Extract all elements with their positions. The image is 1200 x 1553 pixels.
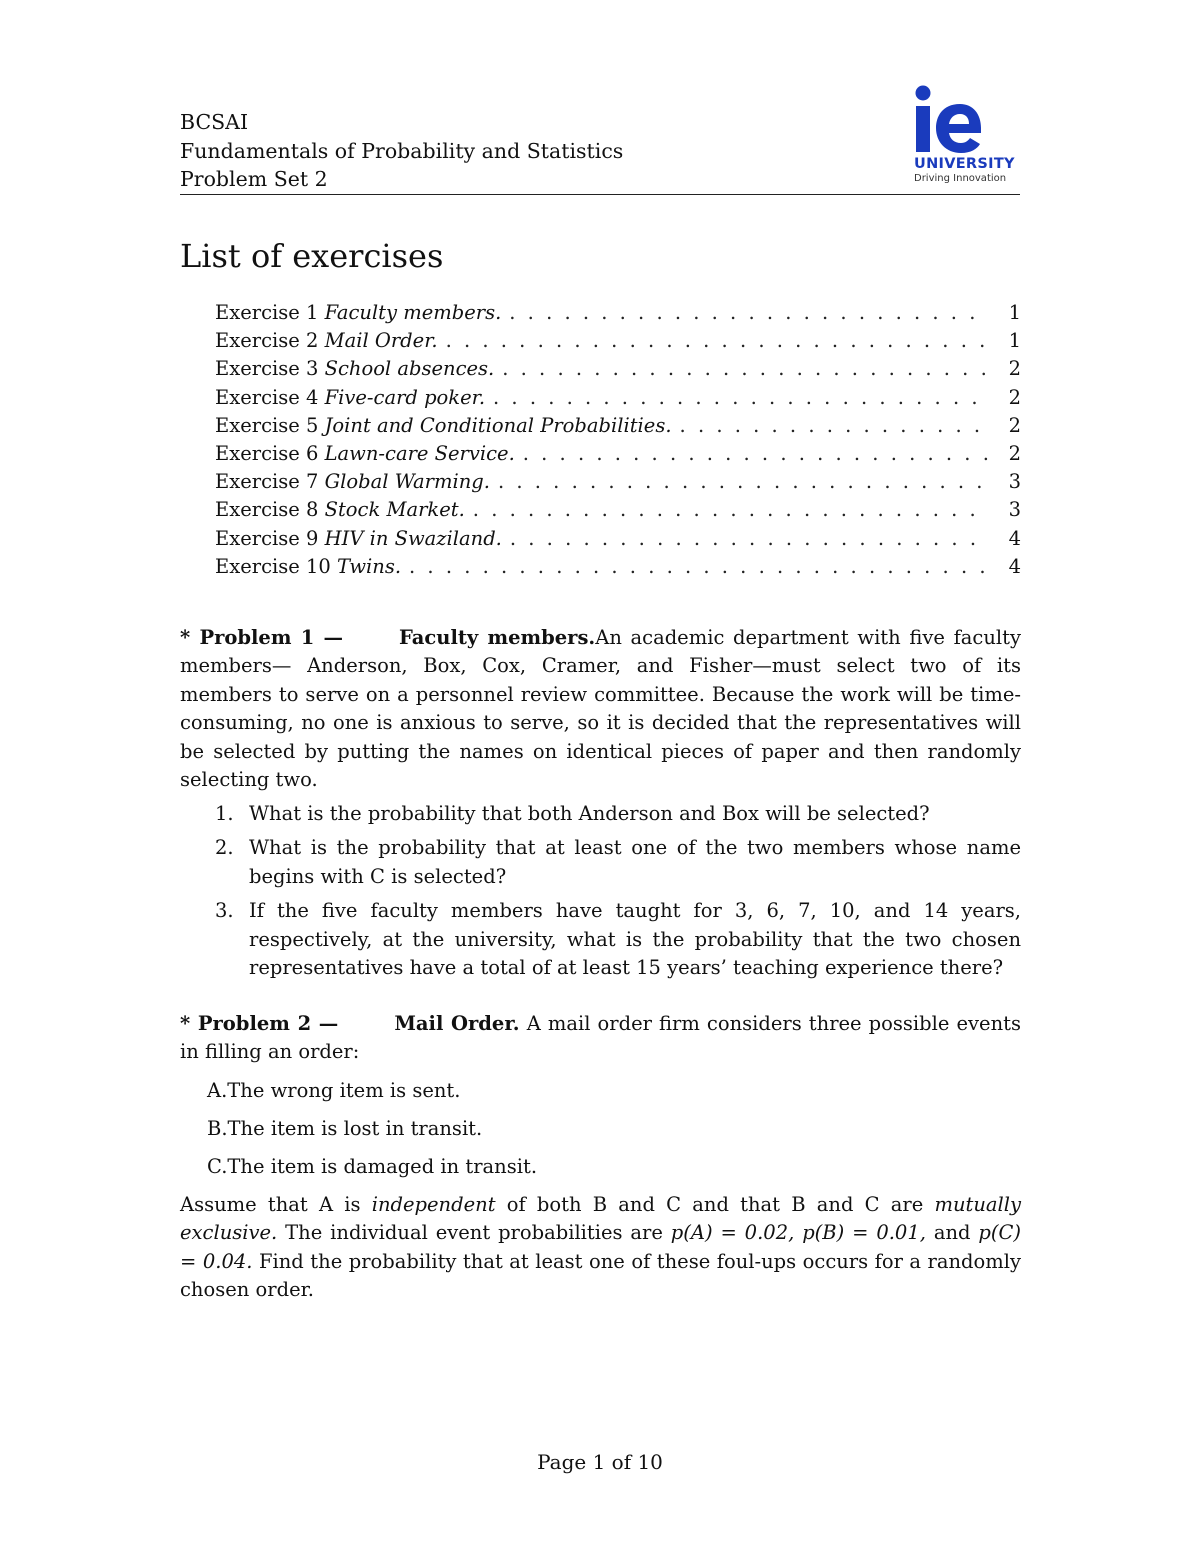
question-number: 2. (215, 836, 234, 860)
toc-entry-label: Exercise 10 Twins. (215, 554, 402, 578)
toc-leader-dots (446, 327, 989, 355)
term-mutually-exclusive: mutually exclusive. (180, 1193, 1022, 1245)
problem-2-intro: A mail order firm considers three possible events in filling an order: (180, 1012, 1021, 1064)
probability-c: p(C) = 0.04. (180, 1221, 1022, 1273)
course-title: Fundamentals of Probability and Statistics (180, 138, 624, 163)
question-text: What is the probability that both Anderson and Box will be selected? (249, 802, 930, 825)
toc-entry-label: Exercise 9 HIV in Swaziland. (215, 526, 502, 550)
problem-set-title: Problem Set 2 (180, 167, 328, 191)
problem-2-assumptions (180, 1191, 1021, 1305)
assumption-text-b: of both B and C and that B and C are (506, 1193, 924, 1216)
question-text: If the five faculty members have taught for 3, 6, 7, 10, and 14 years, respectively, at the university, what is the probability that the two chosen representatives have a total of at least 15 years’ teaching experience there? (249, 899, 1021, 980)
toc-leader-dots (493, 384, 989, 412)
question-number: 1. (215, 802, 234, 825)
question-item (215, 897, 1021, 982)
toc-entry-page: 2 (1008, 413, 1021, 437)
toc-entry-label: Exercise 5 Joint and Conditional Probabilities. (215, 413, 672, 437)
toc-leader-dots (509, 299, 989, 327)
toc-entry[interactable] (215, 355, 1021, 383)
toc-entry-label: Exercise 1 Faculty members. (215, 301, 502, 324)
event-item: B.The item is lost in transit. (207, 1117, 483, 1140)
toc-entry-label: Exercise 6 Lawn-care Service. (215, 441, 515, 465)
event-item: A.The wrong item is sent. (207, 1079, 461, 1102)
toc-entry-page: 3 (1008, 498, 1021, 522)
toc-entry-label: Exercise 8 Stock Market. (215, 498, 465, 522)
toc-entry-page: 2 (1008, 385, 1021, 409)
toc-leader-dots (510, 525, 989, 553)
toc-entry[interactable] (215, 468, 1021, 496)
logo-wordmark: UNIVERSITY (914, 156, 1015, 172)
probability-a: p(A) = 0.02, (670, 1221, 795, 1245)
toc-entry[interactable] (215, 412, 1021, 440)
page-number: Page 1 of 10 (537, 1450, 663, 1474)
logo-tagline: Driving Innovation (914, 173, 1007, 184)
toc-leader-dots (473, 496, 989, 524)
question-item (215, 834, 1021, 891)
toc-leader-dots (502, 355, 989, 383)
toc-entry[interactable] (215, 384, 1021, 412)
problem-1-questions (215, 800, 1021, 988)
toc-entry[interactable] (215, 299, 1021, 327)
term-independent: independent (371, 1193, 496, 1216)
toc-entry-page: 3 (1008, 470, 1021, 494)
question-text: What is the probability that at least one of the two members whose name begins with C is selected? (249, 836, 1021, 888)
problem-2-title: Mail Order. (394, 1012, 520, 1035)
assumption-text-d: Find the probability that at least one of these foul-ups occurs for a randomly chosen order. (180, 1249, 1022, 1302)
toc-entry-page: 4 (1008, 526, 1021, 550)
problem-2-events (207, 1077, 537, 1191)
assumption-text-c: The individual event probabilities are (285, 1221, 663, 1245)
toc-entry-page: 1 (1008, 301, 1021, 324)
toc-leader-dots (523, 440, 989, 468)
problem-1-body: An academic department with five faculty members— Anderson, Box, Cox, Cramer, and Fisher—must select two of its members to serve on a personnel review committee. Because the work will be time-consuming, no one is anxious to serve, so it is decided that the representatives will be selected by putting the names on identical pieces of paper and then randomly selecting two. (180, 626, 1021, 792)
assumption-and: and (933, 1221, 971, 1245)
assumption-text-a: Assume that A is (180, 1193, 361, 1216)
ie-logo-mark (910, 82, 1022, 156)
toc-entry-page: 2 (1008, 441, 1021, 465)
toc-leader-dots (409, 553, 989, 581)
page-header (180, 108, 1020, 194)
question-number: 3. (215, 899, 234, 923)
toc-entry-page: 2 (1008, 357, 1021, 381)
toc-leader-dots (680, 412, 989, 440)
toc-entry[interactable] (215, 440, 1021, 468)
ie-university-logo (910, 82, 1022, 190)
probability-b: p(B) = 0.01, (802, 1221, 926, 1245)
toc-entry[interactable] (215, 553, 1021, 581)
toc-entry-page: 4 (1008, 554, 1021, 578)
toc-title: List of exercises (180, 237, 444, 275)
event-item: C.The item is damaged in transit. (207, 1155, 538, 1178)
toc-entry-label: Exercise 4 Five-card poker. (215, 385, 486, 409)
toc-entry[interactable] (215, 496, 1021, 524)
problem-1 (180, 624, 1021, 794)
problem-1-title: Faculty members. (399, 626, 596, 649)
toc-entry-label: Exercise 7 Global Warming. (215, 470, 490, 494)
problem-1-heading: * Problem 1 — (180, 626, 344, 649)
problem-2 (180, 1010, 1021, 1067)
toc-entry[interactable] (215, 327, 1021, 355)
toc-entry[interactable] (215, 525, 1021, 553)
problem-2-heading: * Problem 2 — (180, 1012, 339, 1035)
table-of-contents (215, 299, 1021, 581)
header-rule (180, 194, 1020, 195)
toc-entry-label: Exercise 2 Mail Order. (215, 329, 438, 353)
toc-leader-dots (498, 468, 989, 496)
toc-entry-page: 1 (1008, 329, 1021, 353)
course-code: BCSAI (180, 110, 249, 134)
toc-entry-label: Exercise 3 School absences. (215, 357, 495, 381)
question-item (215, 800, 1021, 828)
